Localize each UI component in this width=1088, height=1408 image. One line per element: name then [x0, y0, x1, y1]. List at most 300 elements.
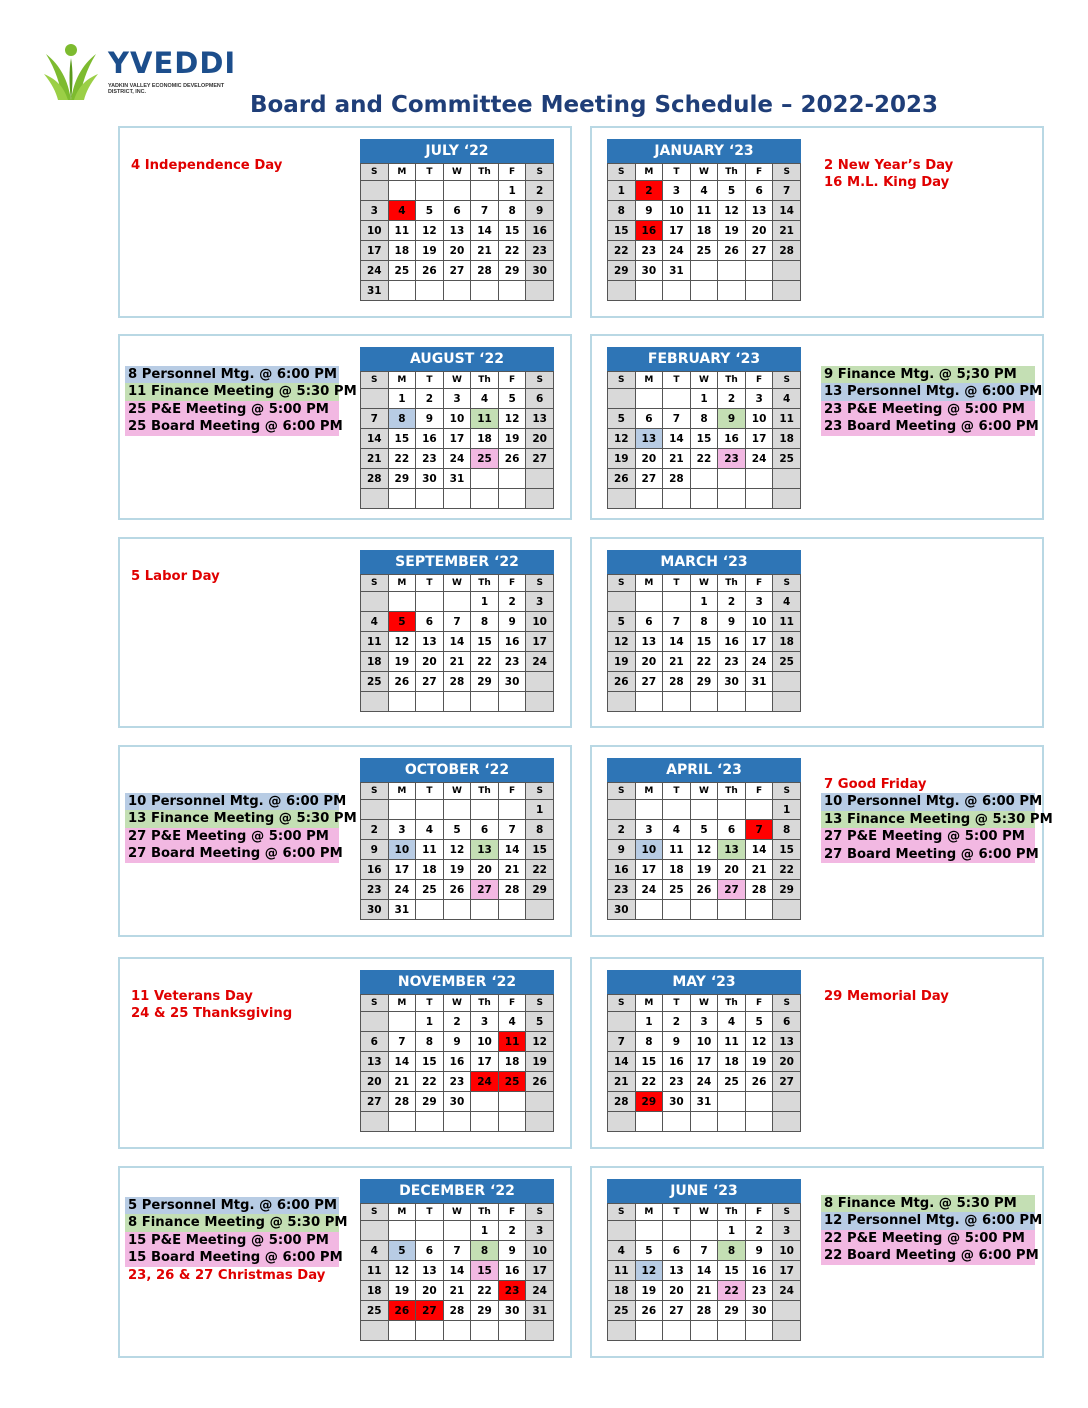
day-cell	[471, 281, 499, 301]
day-cell: 28	[690, 1301, 718, 1321]
day-cell: 24	[745, 449, 773, 469]
day-cell: 4	[498, 1012, 526, 1032]
day-cell: 23	[443, 1072, 471, 1092]
day-cell: 10	[745, 409, 773, 429]
weekday-label: Th	[718, 372, 746, 389]
day-cell: 4	[388, 201, 416, 221]
day-cell	[663, 389, 691, 409]
day-cell	[361, 1221, 389, 1241]
day-cell	[526, 281, 554, 301]
day-cell	[416, 489, 444, 509]
day-cell: 3	[635, 820, 663, 840]
day-cell: 23	[498, 1281, 526, 1301]
day-cell	[690, 800, 718, 820]
day-cell	[361, 592, 389, 612]
day-cell	[416, 900, 444, 920]
day-cell: 18	[361, 652, 389, 672]
day-cell: 22	[526, 860, 554, 880]
day-cell	[635, 389, 663, 409]
day-cell: 18	[471, 429, 499, 449]
day-cell: 20	[745, 221, 773, 241]
day-cell: 11	[498, 1032, 526, 1052]
weekday-label: T	[663, 575, 691, 592]
day-cell: 9	[718, 409, 746, 429]
day-cell: 17	[773, 1261, 801, 1281]
month-calendar	[607, 139, 801, 301]
day-cell: 20	[416, 1281, 444, 1301]
day-cell: 29	[498, 261, 526, 281]
day-cell: 4	[471, 389, 499, 409]
day-cell	[498, 1112, 526, 1132]
day-cell: 6	[635, 409, 663, 429]
day-cell	[635, 1321, 663, 1341]
day-cell: 4	[718, 1012, 746, 1032]
day-cell: 25	[690, 241, 718, 261]
day-cell: 18	[498, 1052, 526, 1072]
month-title: MAY ‘23	[607, 970, 801, 994]
day-cell: 10	[663, 201, 691, 221]
day-cell: 1	[526, 800, 554, 820]
day-cell: 15	[718, 1261, 746, 1281]
day-cell: 3	[526, 1221, 554, 1241]
month-calendar	[360, 550, 554, 712]
day-cell	[416, 1112, 444, 1132]
day-cell: 24	[663, 241, 691, 261]
day-cell: 27	[361, 1092, 389, 1112]
day-cell: 28	[773, 241, 801, 261]
weekday-label: F	[498, 995, 526, 1012]
day-cell	[498, 800, 526, 820]
meeting-note: 13 Finance Meeting @ 5:30 PM	[821, 811, 1035, 828]
day-cell	[773, 1321, 801, 1341]
weekday-label: S	[361, 164, 389, 181]
day-cell: 23	[526, 241, 554, 261]
day-cell: 11	[663, 840, 691, 860]
day-cell: 5	[388, 612, 416, 632]
day-cell	[388, 1012, 416, 1032]
meeting-note: 23 Board Meeting @ 6:00 PM	[821, 418, 1035, 435]
weekday-label: M	[635, 1204, 663, 1221]
day-cell: 26	[526, 1072, 554, 1092]
month-notes	[821, 366, 1043, 436]
day-cell: 7	[773, 181, 801, 201]
day-cell	[608, 1321, 636, 1341]
day-cell: 2	[498, 592, 526, 612]
day-cell: 25	[471, 449, 499, 469]
day-cell: 26	[745, 1072, 773, 1092]
day-cell: 3	[663, 181, 691, 201]
day-cell: 13	[416, 1261, 444, 1281]
day-cell	[361, 692, 389, 712]
weekday-label: M	[388, 372, 416, 389]
weekday-label: W	[690, 995, 718, 1012]
day-cell	[471, 800, 499, 820]
day-cell: 9	[745, 1241, 773, 1261]
day-cell: 3	[388, 820, 416, 840]
day-cell	[745, 1092, 773, 1112]
day-cell: 12	[690, 840, 718, 860]
day-cell: 5	[416, 201, 444, 221]
day-cell: 19	[745, 1052, 773, 1072]
weekday-label: M	[635, 783, 663, 800]
day-cell	[526, 1112, 554, 1132]
day-cell: 20	[635, 652, 663, 672]
day-cell: 4	[361, 612, 389, 632]
day-cell: 7	[690, 1241, 718, 1261]
day-cell	[526, 900, 554, 920]
day-cell: 18	[718, 1052, 746, 1072]
day-cell: 15	[773, 840, 801, 860]
day-cell: 25	[718, 1072, 746, 1092]
day-cell: 27	[718, 880, 746, 900]
day-cell	[498, 281, 526, 301]
day-cell: 14	[388, 1052, 416, 1072]
weekday-label: W	[690, 783, 718, 800]
weekday-label: Th	[718, 783, 746, 800]
day-cell	[663, 800, 691, 820]
day-cell	[745, 1321, 773, 1341]
weekday-label: S	[608, 1204, 636, 1221]
day-cell	[498, 1092, 526, 1112]
day-cell: 29	[526, 880, 554, 900]
day-cell: 22	[388, 449, 416, 469]
day-cell: 5	[690, 820, 718, 840]
day-cell: 28	[388, 1092, 416, 1112]
day-cell: 19	[416, 241, 444, 261]
weekday-label: Th	[471, 164, 499, 181]
weekday-label: S	[526, 783, 554, 800]
day-cell	[361, 389, 389, 409]
day-cell: 28	[471, 261, 499, 281]
day-cell: 10	[773, 1241, 801, 1261]
month-notes	[125, 793, 357, 863]
meeting-note: 27 Board Meeting @ 6:00 PM	[125, 845, 339, 862]
day-cell	[526, 489, 554, 509]
weekday-label: S	[361, 575, 389, 592]
day-cell	[663, 281, 691, 301]
day-cell: 20	[471, 860, 499, 880]
day-cell: 1	[471, 1221, 499, 1241]
day-cell	[471, 692, 499, 712]
day-cell	[443, 1112, 471, 1132]
day-cell: 19	[388, 652, 416, 672]
day-cell: 6	[443, 201, 471, 221]
weekday-label: S	[526, 1204, 554, 1221]
day-cell: 6	[745, 181, 773, 201]
weekday-label: Th	[471, 372, 499, 389]
day-cell: 12	[388, 632, 416, 652]
meeting-note: 9 Finance Mtg. @ 5;30 PM	[821, 366, 1035, 383]
day-cell	[443, 1221, 471, 1241]
day-cell: 21	[471, 241, 499, 261]
day-cell	[443, 592, 471, 612]
day-cell: 24	[745, 652, 773, 672]
day-cell: 26	[498, 449, 526, 469]
day-cell: 3	[361, 201, 389, 221]
day-cell: 1	[690, 389, 718, 409]
day-cell: 2	[526, 181, 554, 201]
day-cell: 31	[388, 900, 416, 920]
meeting-note: 5 Personnel Mtg. @ 6:00 PM	[125, 1197, 339, 1214]
day-cell: 15	[608, 221, 636, 241]
weekday-label: F	[498, 575, 526, 592]
month-calendar	[360, 758, 554, 920]
day-cell: 4	[773, 592, 801, 612]
day-cell: 30	[498, 672, 526, 692]
day-cell	[498, 1321, 526, 1341]
day-cell: 19	[526, 1052, 554, 1072]
meeting-note: 27 P&E Meeting @ 5:00 PM	[821, 828, 1035, 845]
day-cell: 24	[471, 1072, 499, 1092]
day-cell: 9	[718, 612, 746, 632]
weekday-label: M	[388, 995, 416, 1012]
day-cell: 1	[416, 1012, 444, 1032]
holiday-note: 24 & 25 Thanksgiving	[131, 1006, 293, 1022]
day-cell	[690, 1321, 718, 1341]
day-cell	[388, 489, 416, 509]
meeting-note: 22 P&E Meeting @ 5:00 PM	[821, 1230, 1035, 1247]
day-cell	[635, 1221, 663, 1241]
day-cell: 16	[498, 1261, 526, 1281]
day-cell	[718, 1092, 746, 1112]
weekday-label: T	[663, 164, 691, 181]
day-cell: 22	[471, 1281, 499, 1301]
day-cell	[663, 1112, 691, 1132]
day-cell: 7	[663, 409, 691, 429]
day-cell: 7	[361, 409, 389, 429]
weekday-label: F	[745, 575, 773, 592]
day-cell	[498, 692, 526, 712]
day-cell: 30	[718, 672, 746, 692]
day-cell	[471, 1321, 499, 1341]
day-cell	[361, 489, 389, 509]
day-cell: 19	[388, 1281, 416, 1301]
day-cell: 21	[443, 1281, 471, 1301]
day-cell: 15	[635, 1052, 663, 1072]
weekday-label: S	[608, 575, 636, 592]
day-cell	[388, 1321, 416, 1341]
day-cell: 5	[608, 612, 636, 632]
day-cell	[498, 900, 526, 920]
day-cell	[471, 1092, 499, 1112]
day-cell: 8	[471, 612, 499, 632]
day-cell: 4	[663, 820, 691, 840]
day-cell: 26	[635, 1301, 663, 1321]
day-cell	[745, 281, 773, 301]
day-cell: 27	[416, 1301, 444, 1321]
weekday-label: S	[773, 783, 801, 800]
day-cell: 16	[718, 429, 746, 449]
day-cell: 13	[361, 1052, 389, 1072]
holiday-note: 5 Labor Day	[131, 569, 220, 584]
day-cell: 13	[526, 409, 554, 429]
day-cell: 8	[718, 1241, 746, 1261]
day-cell	[443, 692, 471, 712]
day-cell: 12	[388, 1261, 416, 1281]
day-cell: 12	[416, 221, 444, 241]
day-cell: 17	[663, 221, 691, 241]
day-cell	[608, 281, 636, 301]
day-cell: 30	[608, 900, 636, 920]
weekday-label: T	[416, 995, 444, 1012]
logo-subtitle: YADKIN VALLEY ECONOMIC DEVELOPMENT DISTRICT, INC.	[108, 83, 225, 96]
day-cell: 17	[471, 1052, 499, 1072]
day-cell: 6	[635, 612, 663, 632]
day-cell	[388, 181, 416, 201]
day-cell	[416, 692, 444, 712]
day-cell: 29	[471, 672, 499, 692]
day-cell: 15	[416, 1052, 444, 1072]
day-cell: 24	[526, 1281, 554, 1301]
weekday-label: S	[773, 164, 801, 181]
day-cell	[773, 489, 801, 509]
day-cell	[416, 181, 444, 201]
day-cell	[388, 692, 416, 712]
month-calendar	[607, 1179, 801, 1341]
day-cell: 8	[635, 1032, 663, 1052]
day-cell: 19	[498, 429, 526, 449]
meeting-note: 8 Finance Mtg. @ 5:30 PM	[821, 1195, 1035, 1212]
day-cell: 3	[526, 592, 554, 612]
day-cell: 9	[608, 840, 636, 860]
day-cell: 22	[471, 652, 499, 672]
day-cell: 15	[526, 840, 554, 860]
month-calendar	[360, 1179, 554, 1341]
day-cell: 2	[361, 820, 389, 840]
weekday-label: T	[416, 1204, 444, 1221]
day-cell: 21	[690, 1281, 718, 1301]
day-cell	[690, 281, 718, 301]
day-cell: 30	[416, 469, 444, 489]
day-cell: 9	[635, 201, 663, 221]
day-cell: 15	[690, 429, 718, 449]
day-cell: 15	[388, 429, 416, 449]
day-cell: 12	[608, 632, 636, 652]
weekday-label: T	[416, 575, 444, 592]
day-cell: 22	[608, 241, 636, 261]
day-cell: 8	[498, 201, 526, 221]
month-title: DECEMBER ‘22	[360, 1179, 554, 1203]
month-title: JULY ‘22	[360, 139, 554, 163]
day-cell: 24	[443, 449, 471, 469]
day-cell	[745, 1112, 773, 1132]
day-cell: 11	[718, 1032, 746, 1052]
day-cell	[388, 1112, 416, 1132]
month-calendar	[607, 758, 801, 920]
month-title: MARCH ‘23	[607, 550, 801, 574]
day-cell: 24	[388, 880, 416, 900]
day-cell	[745, 469, 773, 489]
day-cell: 27	[773, 1072, 801, 1092]
day-cell: 5	[498, 389, 526, 409]
day-cell: 19	[718, 221, 746, 241]
day-cell: 23	[608, 880, 636, 900]
day-cell: 15	[471, 1261, 499, 1281]
day-cell	[608, 692, 636, 712]
day-cell: 6	[663, 1241, 691, 1261]
weekday-label: W	[443, 164, 471, 181]
day-cell: 21	[388, 1072, 416, 1092]
month-notes	[821, 988, 1035, 1005]
day-cell: 17	[443, 429, 471, 449]
day-cell: 2	[663, 1012, 691, 1032]
weekday-label: Th	[471, 575, 499, 592]
day-cell	[526, 1321, 554, 1341]
day-cell: 14	[443, 1261, 471, 1281]
day-cell: 3	[745, 389, 773, 409]
meeting-note: 13 Finance Meeting @ 5:30 PM	[125, 810, 339, 827]
weekday-label: S	[773, 1204, 801, 1221]
weekday-label: Th	[718, 995, 746, 1012]
month-title: AUGUST ‘22	[360, 347, 554, 371]
day-cell	[690, 261, 718, 281]
day-cell	[635, 800, 663, 820]
weekday-label: F	[745, 372, 773, 389]
day-cell	[471, 900, 499, 920]
day-cell: 14	[663, 632, 691, 652]
month-title: NOVEMBER ‘22	[360, 970, 554, 994]
day-cell: 9	[663, 1032, 691, 1052]
day-cell: 25	[361, 672, 389, 692]
day-cell	[388, 1221, 416, 1241]
day-cell: 6	[416, 1241, 444, 1261]
weekday-label: T	[416, 164, 444, 181]
day-cell	[690, 900, 718, 920]
day-cell: 13	[745, 201, 773, 221]
day-cell: 29	[388, 469, 416, 489]
meeting-note: 8 Finance Meeting @ 5:30 PM	[125, 1214, 339, 1231]
weekday-label: M	[635, 164, 663, 181]
day-cell: 21	[361, 449, 389, 469]
day-cell: 16	[663, 1052, 691, 1072]
day-cell: 14	[471, 221, 499, 241]
day-cell: 18	[773, 632, 801, 652]
day-cell: 14	[443, 632, 471, 652]
day-cell: 21	[443, 652, 471, 672]
day-cell: 27	[416, 672, 444, 692]
day-cell: 30	[526, 261, 554, 281]
day-cell: 16	[361, 860, 389, 880]
weekday-label: W	[443, 995, 471, 1012]
day-cell: 9	[443, 1032, 471, 1052]
day-cell: 20	[718, 860, 746, 880]
day-cell: 18	[608, 1281, 636, 1301]
day-cell: 8	[690, 409, 718, 429]
day-cell: 11	[773, 612, 801, 632]
day-cell	[361, 1112, 389, 1132]
day-cell: 20	[416, 652, 444, 672]
day-cell: 28	[443, 672, 471, 692]
day-cell: 2	[745, 1221, 773, 1241]
month-title: SEPTEMBER ‘22	[360, 550, 554, 574]
day-cell: 11	[690, 201, 718, 221]
day-cell	[526, 692, 554, 712]
day-cell: 25	[416, 880, 444, 900]
day-cell	[526, 469, 554, 489]
day-cell	[471, 1112, 499, 1132]
day-cell	[361, 181, 389, 201]
day-cell	[663, 592, 691, 612]
day-cell: 30	[443, 1092, 471, 1112]
weekday-label: W	[443, 1204, 471, 1221]
day-cell: 15	[690, 632, 718, 652]
day-cell: 8	[526, 820, 554, 840]
day-cell	[526, 1092, 554, 1112]
day-cell	[416, 800, 444, 820]
day-cell: 12	[443, 840, 471, 860]
weekday-label: F	[498, 372, 526, 389]
holiday-note: 7 Good Friday	[824, 777, 927, 792]
